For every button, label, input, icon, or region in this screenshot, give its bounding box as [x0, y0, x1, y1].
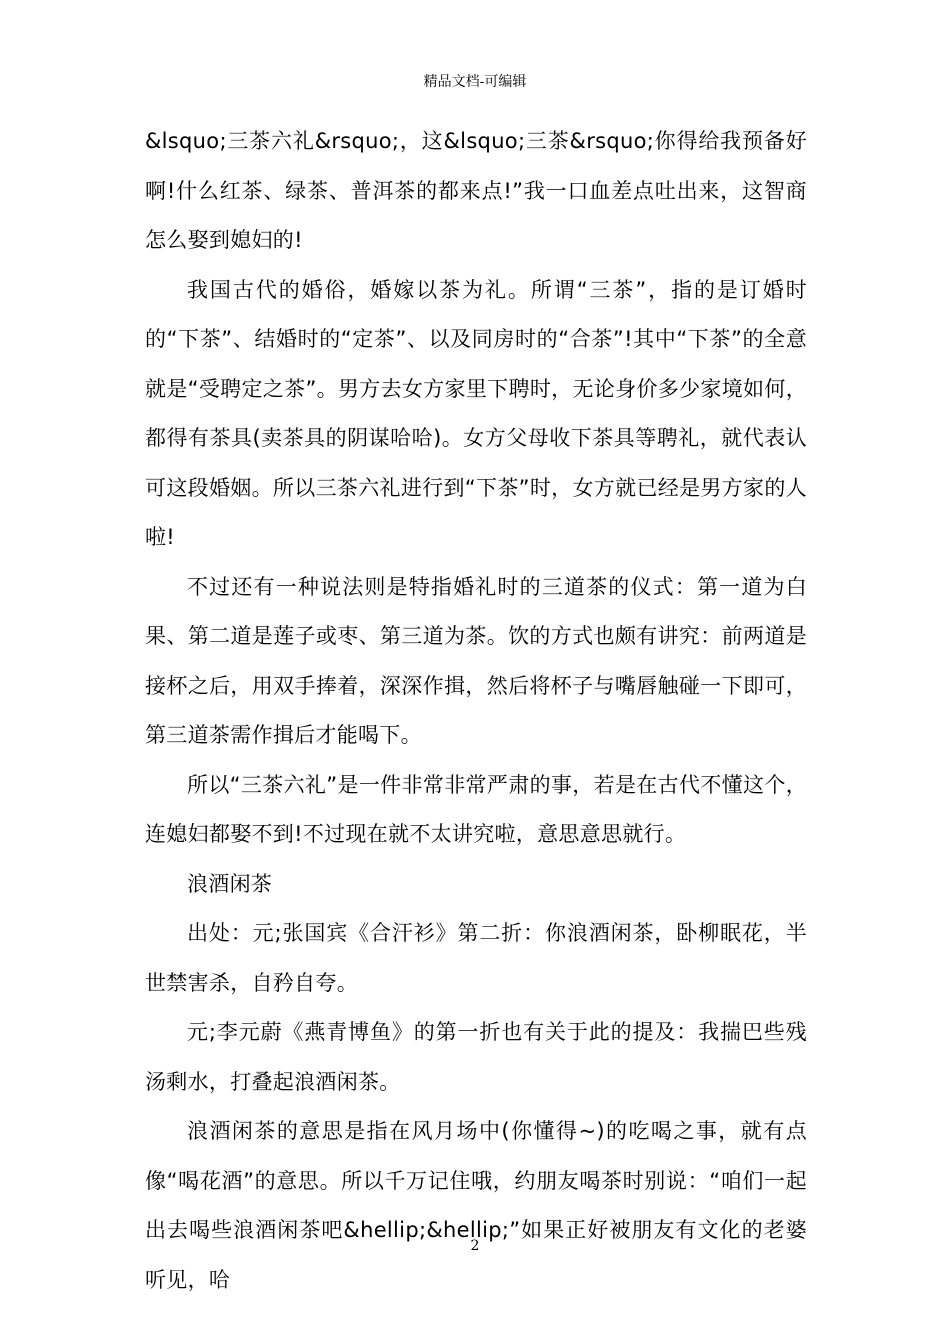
page-header: 精品文档-可编辑: [423, 74, 527, 90]
paragraph-1: &lsquo;三茶六礼&rsquo;，这&lsquo;三茶&rsquo;你得给我预备好啊!什么红茶、绿茶、普洱茶的都来点!”我一口血差点吐出来，这智商怎么娶到媳妇的!: [145, 129, 807, 252]
paragraph-7: 浪酒闲茶的意思是指在风月场中(你懂得~)的吃喝之事，就有点像“喝花酒”的意思。所以千万记住哦，约朋友喝茶时别说：“咱们一起出去喝些浪酒闲茶吧&hellip;&hellip;”如果正好被朋友有文化的老婆听见，哈: [145, 1119, 807, 1292]
paragraph-5: 出处：元;张国宾《合汗衫》第二折：你浪酒闲茶，卧柳眠花，半世禁害杀，自矜自夸。: [145, 921, 807, 995]
paragraph-4: 所以“三茶六礼”是一件非常非常严肃的事，若是在古代不懂这个，连媳妇都娶不到!不过现在就不太讲究啦，意思意思就行。: [145, 772, 807, 846]
paragraph-3: 不过还有一种说法则是特指婚礼时的三道茶的仪式：第一道为白果、第二道是莲子或枣、第三道为茶。饮的方式也颇有讲究：前两道是接杯之后，用双手捧着，深深作揖，然后将杯子与嘴唇触碰一下即可，第三道茶需作揖后才能喝下。: [145, 574, 807, 747]
paragraph-6: 元;李元蔚《燕青博鱼》的第一折也有关于此的提及：我揣巴些残汤剩水，打叠起浪酒闲茶。: [145, 1020, 807, 1094]
section-heading: 浪酒闲茶: [187, 871, 273, 896]
page-number: 2: [470, 1238, 480, 1254]
paragraph-2: 我国古代的婚俗，婚嫁以茶为礼。所谓“三茶”，指的是订婚时的“下茶”、结婚时的“定茶”、以及同房时的“合茶”!其中“下茶”的全意就是“受聘定之茶”。男方去女方家里下聘时，无论身价多少家境如何，都得有茶具(卖茶具的阴谋哈哈)。女方父母收下茶具等聘礼，就代表认可这段婚姻。所以三茶六礼进行到“下茶”时，女方就已经是男方家的人啦!: [145, 277, 807, 549]
document-body: [145, 117, 807, 1305]
